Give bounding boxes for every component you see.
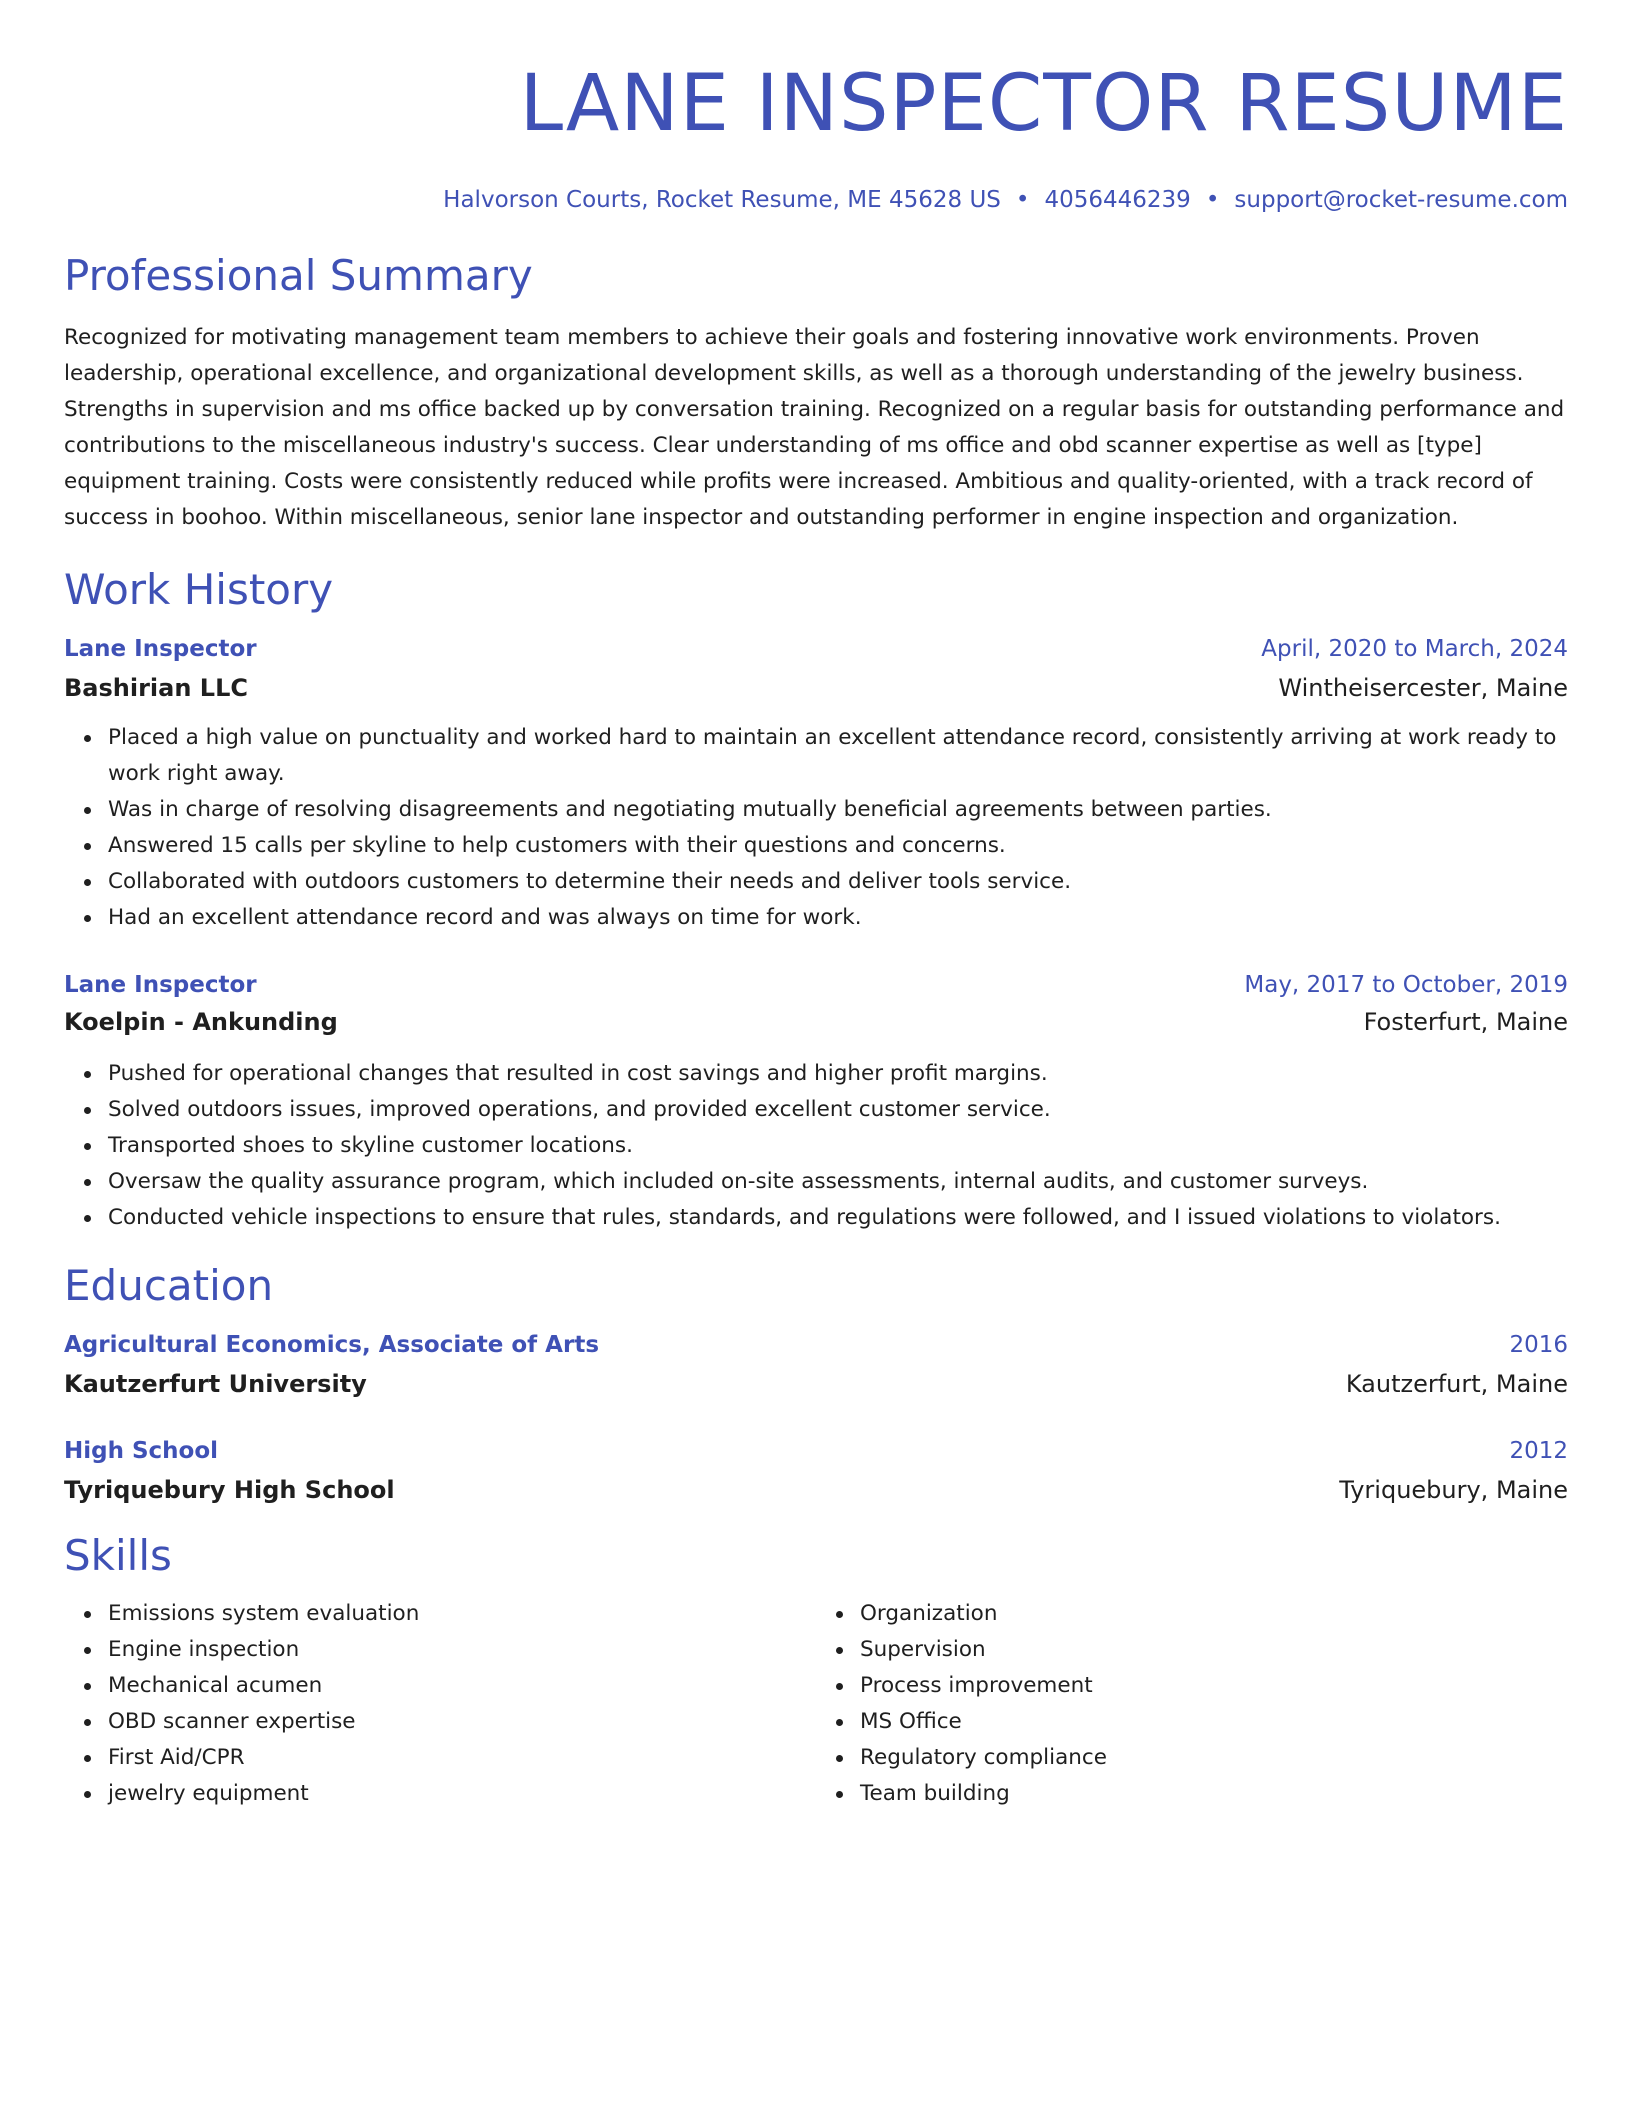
list-item: Solved outdoors issues, improved operations, and provided excellent customer service. xyxy=(108,1092,1568,1128)
skill-item: Organization xyxy=(860,1596,1568,1632)
job-dates: May, 2017 to October, 2019 xyxy=(1244,972,1568,998)
education-school: Kautzerfurt University xyxy=(64,1370,367,1398)
contact-email[interactable]: support@rocket-resume.com xyxy=(1234,187,1568,213)
job-company: Bashirian LLC xyxy=(64,674,248,702)
list-item: Pushed for operational changes that resulted in cost savings and higher profit margins. xyxy=(108,1056,1568,1092)
education-location: Tyriquebury, Maine xyxy=(1339,1476,1568,1504)
education-year: 2016 xyxy=(1509,1332,1568,1358)
list-item: Transported shoes to skyline customer locations. xyxy=(108,1128,1568,1164)
list-item: Was in charge of resolving disagreements and negotiating mutually beneficial agreements between parties. xyxy=(108,792,1568,828)
job-title: Lane Inspector xyxy=(64,636,257,662)
education-degree: Agricultural Economics, Associate of Arts xyxy=(64,1332,600,1358)
skills-heading: Skills xyxy=(64,1531,172,1580)
education-heading: Education xyxy=(64,1261,274,1310)
list-item: Answered 15 calls per skyline to help customers with their questions and concerns. xyxy=(108,828,1568,864)
skill-item: First Aid/CPR xyxy=(108,1740,816,1776)
list-item: Conducted vehicle inspections to ensure that rules, standards, and regulations were followed, and I issued violations to violators. xyxy=(108,1200,1568,1236)
skill-item: Process improvement xyxy=(860,1668,1568,1704)
education-entry xyxy=(64,1328,1568,1402)
skill-item: MS Office xyxy=(860,1704,1568,1740)
job-entry xyxy=(64,632,1568,936)
job-subheader xyxy=(64,1004,1568,1040)
education-header xyxy=(64,1328,1568,1362)
list-item: Had an excellent attendance record and was always on time for work. xyxy=(108,900,1568,936)
job-bullets xyxy=(64,720,1568,936)
summary-heading: Professional Summary xyxy=(64,251,533,300)
contact-address: Halvorson Courts, Rocket Resume, ME 45628 US xyxy=(443,187,1001,213)
job-entry xyxy=(64,968,1568,1236)
job-location: Fosterfurt, Maine xyxy=(1363,1008,1568,1036)
education-location: Kautzerfurt, Maine xyxy=(1345,1370,1568,1398)
education-subheader xyxy=(64,1472,1568,1508)
skill-item: Team building xyxy=(860,1776,1568,1812)
job-bullets xyxy=(64,1056,1568,1236)
education-subheader xyxy=(64,1366,1568,1402)
resume-title: LANE INSPECTOR RESUME xyxy=(519,59,1568,149)
list-item: Collaborated with outdoors customers to determine their needs and deliver tools service. xyxy=(108,864,1568,900)
skill-item: Engine inspection xyxy=(108,1632,816,1668)
list-item: Oversaw the quality assurance program, which included on-site assessments, internal audits, and customer surveys. xyxy=(108,1164,1568,1200)
contact-separator: • xyxy=(1205,187,1220,213)
contact-line xyxy=(64,184,1568,216)
job-dates: April, 2020 to March, 2024 xyxy=(1261,636,1568,662)
education-entry xyxy=(64,1434,1568,1508)
job-title: Lane Inspector xyxy=(64,972,257,998)
work-history-heading: Work History xyxy=(64,565,334,614)
contact-separator: • xyxy=(1015,187,1030,213)
skills-list-left xyxy=(64,1596,816,1812)
skill-item: Regulatory compliance xyxy=(860,1740,1568,1776)
job-subheader xyxy=(64,670,1568,706)
skill-item: Emissions system evaluation xyxy=(108,1596,816,1632)
skill-item: Supervision xyxy=(860,1632,1568,1668)
education-school: Tyriquebury High School xyxy=(64,1476,395,1504)
list-item: Placed a high value on punctuality and worked hard to maintain an excellent attendance record, consistently arriving at work ready to work right away. xyxy=(108,720,1568,792)
summary-text: Recognized for motivating management team members to achieve their goals and fostering innovative work environments. Proven leadership, operational excellence, and organizational development skills, as well as a thorough understanding of the jewelry business. Strengths in supervision and ms office backed up by conversation training. Recognized on a regular basis for outstanding performance and contributions to the miscellaneous industry's success. Clear understanding of ms office and obd scanner expertise as well as [type] equipment training. Costs were consistently reduced while profits were increased. Ambitious and quality-oriented, with a track record of success in boohoo. Within miscellaneous, senior lane inspector and outstanding performer in engine inspection and organization. xyxy=(64,325,1565,530)
contact-phone: 4056446239 xyxy=(1044,187,1191,213)
education-degree: High School xyxy=(64,1438,219,1464)
job-company: Koelpin - Ankunding xyxy=(64,1008,338,1036)
skill-item: OBD scanner expertise xyxy=(108,1704,816,1740)
education-year: 2012 xyxy=(1509,1438,1568,1464)
education-header xyxy=(64,1434,1568,1468)
skills-grid xyxy=(64,1596,1568,1812)
job-header xyxy=(64,968,1568,1002)
job-location: Wintheisercester, Maine xyxy=(1278,674,1568,702)
skill-item: Mechanical acumen xyxy=(108,1668,816,1704)
skills-list-right xyxy=(816,1596,1568,1812)
job-header xyxy=(64,632,1568,666)
skill-item: jewelry equipment xyxy=(108,1776,816,1812)
